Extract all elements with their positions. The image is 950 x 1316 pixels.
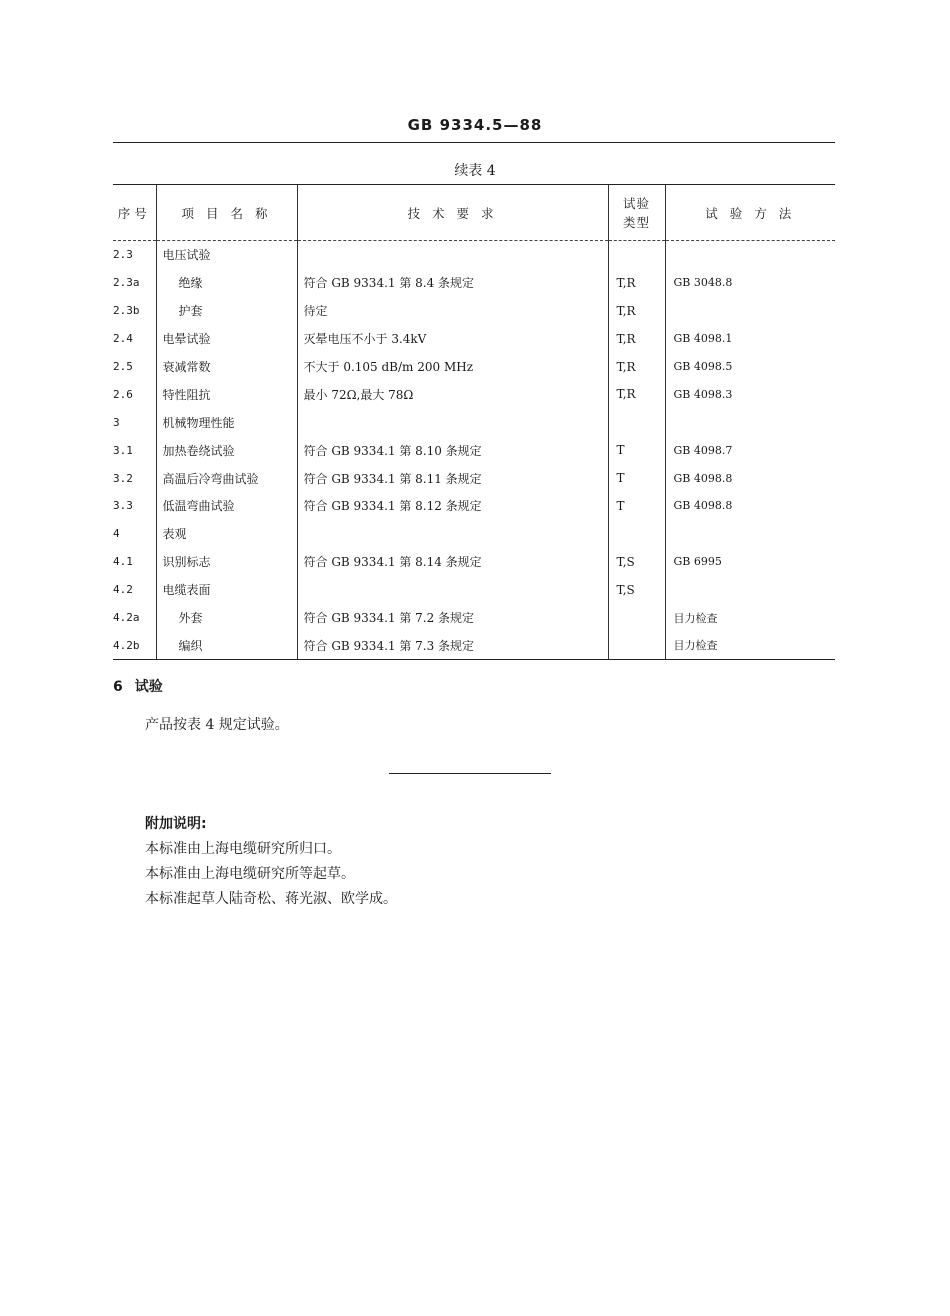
table-header-row <box>113 185 835 241</box>
cell-test-type: T,R <box>608 269 665 297</box>
cell-test-method: 目力检查 <box>665 631 835 659</box>
cell-item-name: 表观 <box>156 520 297 548</box>
cell-seq: 4.2 <box>113 583 133 597</box>
table-row <box>113 436 835 464</box>
cell-test-method <box>665 408 835 436</box>
cell-requirement: 符合 GB 9334.1 第 8.4 条规定 <box>297 269 608 297</box>
table-caption: 续表 4 <box>454 163 496 179</box>
header-divider <box>113 142 835 143</box>
section-heading <box>113 676 163 696</box>
additional-notes <box>145 812 397 912</box>
cell-item-name: 电缆表面 <box>156 576 297 604</box>
table-row <box>113 241 835 269</box>
cell-test-type: T,R <box>608 353 665 381</box>
cell-item-name: 绝缘 <box>156 269 297 297</box>
cell-item-name: 加热卷绕试验 <box>156 436 297 464</box>
cell-item-name: 护套 <box>156 297 297 325</box>
cell-seq: 4 <box>113 527 120 541</box>
notes-title: 附加说明: <box>145 816 207 832</box>
cell-seq: 3.2 <box>113 471 133 485</box>
cell-test-type: T,S <box>608 576 665 604</box>
cell-test-type <box>608 604 665 632</box>
cell-test-method <box>665 297 835 325</box>
section-title: 试验 <box>134 679 163 695</box>
table-row <box>113 380 835 408</box>
cell-seq: 3.1 <box>113 443 133 457</box>
table-row <box>113 408 835 436</box>
cell-test-method <box>665 576 835 604</box>
cell-seq: 3.3 <box>113 499 133 513</box>
table-row <box>113 604 835 632</box>
cell-item-name: 衰减常数 <box>156 353 297 381</box>
cell-item-name: 识别标志 <box>156 548 297 576</box>
cell-item-name: 机械物理性能 <box>156 408 297 436</box>
standard-number-header: GB 9334.5—88 <box>407 116 543 134</box>
cell-requirement: 符合 GB 9334.1 第 8.12 条规定 <box>297 492 608 520</box>
section-number: 6 <box>113 679 123 695</box>
cell-test-type: T,R <box>608 297 665 325</box>
cell-item-name: 特性阻抗 <box>156 380 297 408</box>
notes-line: 本标准由上海电缆研究所归口。 <box>145 841 341 857</box>
cell-seq: 2.3a <box>113 276 140 290</box>
cell-seq: 2.3b <box>113 304 140 318</box>
cell-requirement: 符合 GB 9334.1 第 8.11 条规定 <box>297 464 608 492</box>
cell-seq: 2.5 <box>113 360 133 373</box>
cell-seq: 2.4 <box>113 332 133 346</box>
table-row <box>113 325 835 353</box>
notes-line: 本标准起草人陆奇松、蒋光淑、欧学成。 <box>145 891 397 907</box>
cell-requirement: 灭晕电压不小于 3.4kV <box>297 325 608 353</box>
column-header-test-type <box>608 185 665 241</box>
cell-test-method: GB 4098.8 <box>665 492 835 520</box>
cell-test-type: T <box>608 492 665 520</box>
cell-item-name: 编织 <box>156 631 297 659</box>
cell-item-name: 电压试验 <box>156 241 297 269</box>
table-body <box>113 241 835 660</box>
table-row <box>113 492 835 520</box>
table-row <box>113 269 835 297</box>
cell-requirement: 符合 GB 9334.1 第 8.14 条规定 <box>297 548 608 576</box>
cell-seq: 4.1 <box>113 555 133 569</box>
cell-seq: 4.2b <box>113 631 156 659</box>
cell-test-method: GB 3048.8 <box>665 269 835 297</box>
cell-item-name: 电晕试验 <box>156 325 297 353</box>
cell-test-type <box>608 408 665 436</box>
cell-requirement <box>297 576 608 604</box>
column-header-item-name: 项 目 名 称 <box>156 185 297 241</box>
column-header-seq: 序号 <box>113 185 156 241</box>
end-divider <box>389 773 551 774</box>
cell-test-method: GB 4098.3 <box>665 380 835 408</box>
cell-requirement: 符合 GB 9334.1 第 7.3 条规定 <box>297 631 608 659</box>
table-row <box>113 520 835 548</box>
cell-item-name: 高温后冷弯曲试验 <box>156 464 297 492</box>
cell-test-method: GB 4098.8 <box>665 464 835 492</box>
cell-requirement <box>297 520 608 548</box>
cell-test-method: 目力检查 <box>665 604 835 632</box>
cell-test-method: GB 4098.1 <box>665 325 835 353</box>
cell-test-type: T <box>608 436 665 464</box>
test-table-container <box>113 184 835 660</box>
section-body-text: 产品按表 4 规定试验。 <box>145 717 289 733</box>
cell-test-type <box>608 520 665 548</box>
cell-requirement <box>297 241 608 269</box>
notes-line: 本标准由上海电缆研究所等起草。 <box>145 866 355 882</box>
table-row <box>113 464 835 492</box>
table-row <box>113 631 835 659</box>
cell-seq: 3 <box>113 415 120 429</box>
test-type-header-text: 试验 类型 <box>622 195 650 230</box>
cell-test-method: GB 4098.7 <box>665 436 835 464</box>
cell-requirement: 待定 <box>297 297 608 325</box>
column-header-requirement: 技 术 要 求 <box>297 185 608 241</box>
table-row <box>113 548 835 576</box>
cell-test-type: T <box>608 464 665 492</box>
cell-seq: 2.3 <box>113 248 133 262</box>
cell-test-method <box>665 241 835 269</box>
cell-test-type <box>608 631 665 659</box>
cell-test-method: GB 6995 <box>665 548 835 576</box>
table-row <box>113 353 835 381</box>
cell-test-type: T,R <box>608 380 665 408</box>
cell-requirement: 不大于 0.105 dB/m 200 MHz <box>297 353 608 381</box>
cell-seq: 4.2a <box>113 611 140 625</box>
cell-requirement: 符合 GB 9334.1 第 7.2 条规定 <box>297 604 608 632</box>
column-header-test-method: 试 验 方 法 <box>665 185 835 241</box>
cell-requirement: 符合 GB 9334.1 第 8.10 条规定 <box>297 436 608 464</box>
test-requirements-table <box>113 184 835 660</box>
table-row <box>113 576 835 604</box>
cell-test-type: T,S <box>608 548 665 576</box>
cell-test-type: T,R <box>608 325 665 353</box>
cell-item-name: 低温弯曲试验 <box>156 492 297 520</box>
cell-test-type <box>608 241 665 269</box>
cell-test-method: GB 4098.5 <box>665 353 835 381</box>
cell-requirement: 最小 72Ω,最大 78Ω <box>297 380 608 408</box>
cell-requirement <box>297 408 608 436</box>
cell-item-name: 外套 <box>156 604 297 632</box>
cell-test-method <box>665 520 835 548</box>
cell-seq: 2.6 <box>113 387 133 401</box>
table-row <box>113 297 835 325</box>
